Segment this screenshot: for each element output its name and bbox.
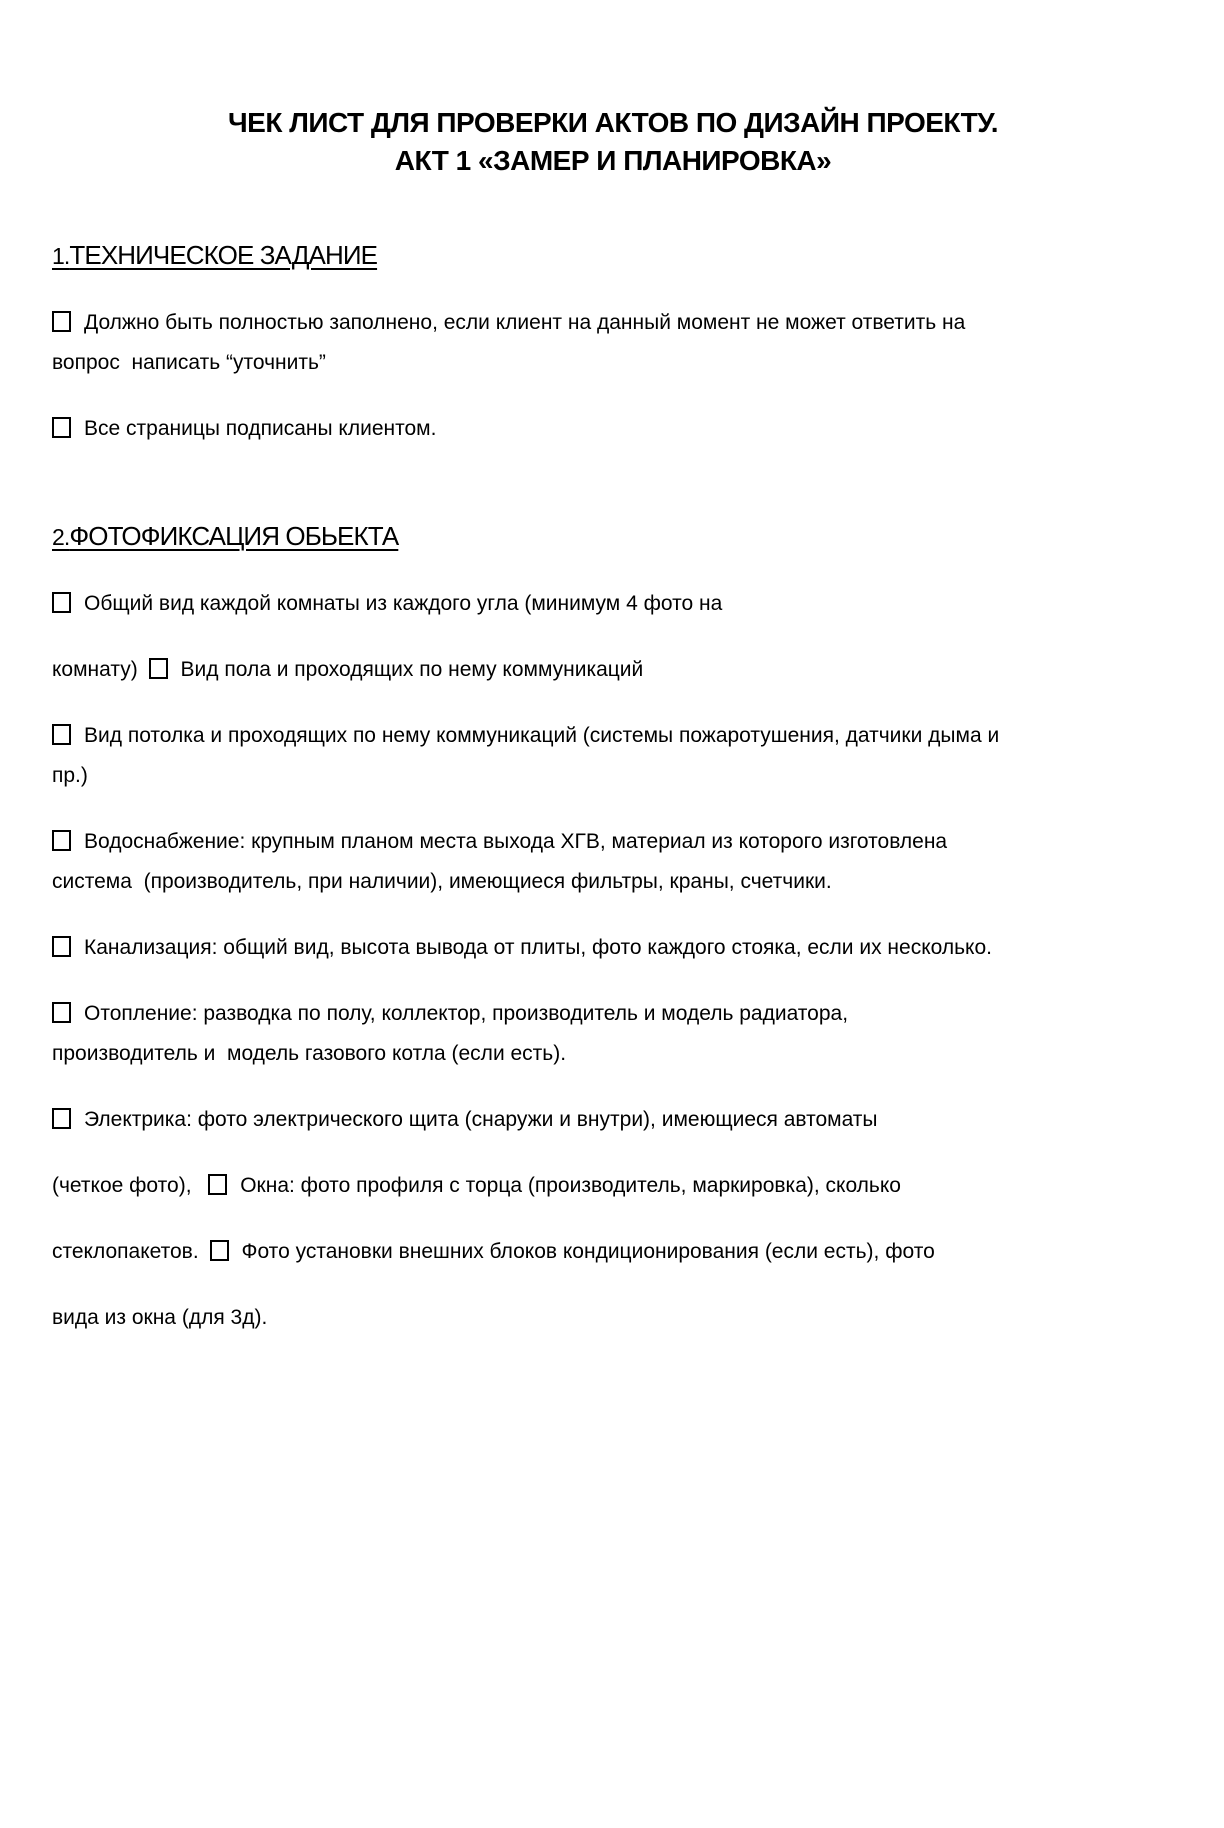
checklist-item bbox=[52, 650, 1174, 690]
section-title: ФОТОФИКСАЦИЯ ОБЬЕКТА bbox=[69, 521, 399, 551]
section-number: 1. bbox=[52, 243, 70, 269]
section-heading bbox=[52, 238, 1174, 273]
checkbox[interactable] bbox=[52, 1002, 71, 1023]
item-text: Все страницы подписаны клиентом. bbox=[84, 417, 437, 440]
checklist-item bbox=[52, 822, 1174, 902]
checkbox[interactable] bbox=[52, 417, 71, 438]
item-text-continuation: производитель и модель газового котла (если есть). bbox=[52, 1042, 567, 1065]
section-number: 2. bbox=[52, 524, 70, 550]
item-text-continuation: вопрос написать “уточнить” bbox=[52, 351, 326, 374]
item-text: Отопление: разводка по полу, коллектор, производитель и модель радиатора, bbox=[84, 1002, 849, 1025]
checkbox[interactable] bbox=[52, 936, 71, 957]
checkbox[interactable] bbox=[52, 311, 71, 332]
checkbox[interactable] bbox=[210, 1240, 229, 1261]
title-line-2: АКТ 1 «ЗАМЕР И ПЛАНИРОВКА» bbox=[394, 145, 832, 176]
checkbox[interactable] bbox=[52, 830, 71, 851]
checkbox[interactable] bbox=[208, 1174, 227, 1195]
checklist-item bbox=[52, 1298, 1174, 1338]
checklist-item bbox=[52, 994, 1174, 1074]
checklist-item bbox=[52, 928, 1174, 968]
checklist-item bbox=[52, 1100, 1174, 1140]
checklist-item bbox=[52, 409, 1174, 449]
item-text-continuation: пр.) bbox=[52, 764, 88, 787]
item-text: Окна: фото профиля с торца (производитель, маркировка), сколько bbox=[240, 1174, 901, 1197]
item-text: Вид потолка и проходящих по нему коммуникаций (системы пожаротушения, датчики дыма и bbox=[84, 724, 1000, 747]
item-text: Общий вид каждой комнаты из каждого угла (минимум 4 фото на bbox=[84, 592, 723, 615]
checklist-item bbox=[52, 1232, 1174, 1272]
checkbox[interactable] bbox=[52, 724, 71, 745]
section-title: ТЕХНИЧЕСКОЕ ЗАДАНИЕ bbox=[69, 240, 378, 270]
item-text: стеклопакетов. bbox=[52, 1240, 205, 1263]
checklist-item bbox=[52, 716, 1174, 796]
item-text: Водоснабжение: крупным планом места выхода ХГВ, материал из которого изготовлена bbox=[84, 830, 948, 853]
item-text-continuation: система (производитель, при наличии), имеющиеся фильтры, краны, счетчики. bbox=[52, 870, 832, 893]
section-heading bbox=[52, 519, 1174, 554]
section-technical-task bbox=[52, 238, 1174, 449]
item-text: Электрика: фото электрического щита (снаружи и внутри), имеющиеся автоматы bbox=[84, 1108, 878, 1131]
checkbox[interactable] bbox=[149, 658, 168, 679]
item-text: Канализация: общий вид, высота вывода от плиты, фото каждого стояка, если их несколько. bbox=[84, 936, 992, 959]
checklist-item bbox=[52, 303, 1174, 383]
item-text: комнату) bbox=[52, 658, 144, 681]
checkbox[interactable] bbox=[52, 592, 71, 613]
title-line-1: ЧЕК ЛИСТ ДЛЯ ПРОВЕРКИ АКТОВ ПО ДИЗАЙН ПРОЕКТУ. bbox=[228, 107, 998, 138]
item-text: Должно быть полностью заполнено, если клиент на данный момент не может ответить на bbox=[84, 311, 966, 334]
item-text: Вид пола и проходящих по нему коммуникаций bbox=[180, 658, 644, 681]
item-text: (четкое фото), bbox=[52, 1174, 204, 1197]
item-text: Фото установки внешних блоков кондиционирования (если есть), фото bbox=[241, 1240, 935, 1263]
checkbox[interactable] bbox=[52, 1108, 71, 1129]
checklist-document bbox=[0, 104, 1224, 1424]
item-text-continuation: вида из окна (для 3д). bbox=[52, 1306, 268, 1329]
checklist-item bbox=[52, 1166, 1174, 1206]
section-photo-fixation bbox=[52, 519, 1174, 1338]
document-title bbox=[52, 104, 1174, 180]
checklist-item bbox=[52, 584, 1174, 624]
